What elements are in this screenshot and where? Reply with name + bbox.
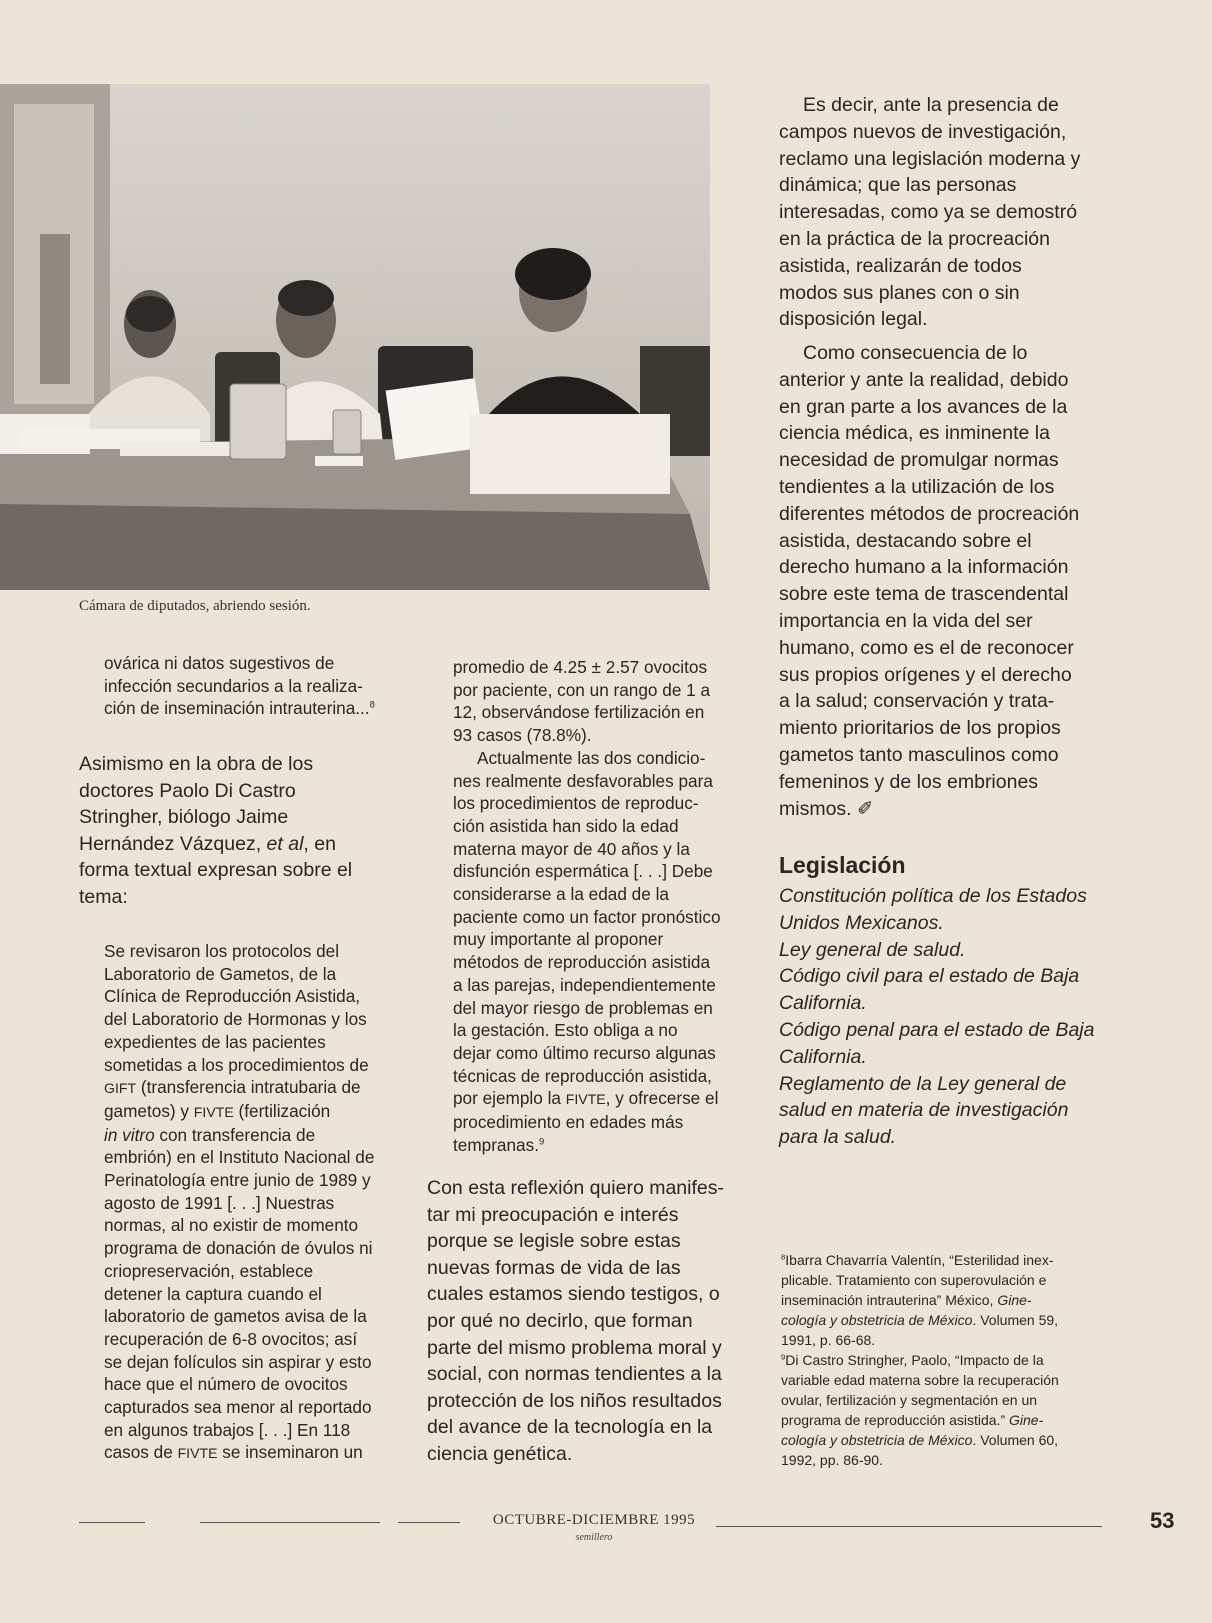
text-line: 1991, p. 66-68.: [781, 1332, 876, 1348]
text-line: tempranas.$^9$: [453, 1134, 545, 1155]
issue-date: OCTUBRE-DICIEMBRE 1995: [492, 1512, 696, 1528]
text-line: Se revisaron los protocolos del: [104, 941, 340, 961]
quote-block-3: [453, 656, 748, 1156]
list-item: salud en materia de investigación: [779, 1099, 1069, 1122]
list-item: Unidos Mexicanos.: [779, 911, 944, 934]
photo-illustration: [0, 84, 710, 590]
text-line: tema:: [79, 885, 128, 908]
session-photo: [0, 84, 710, 590]
text-line: embrión) en el Instituto Nacional de: [104, 1147, 375, 1168]
text-line: miento prioritarios de los propios: [779, 717, 1061, 740]
text-line: casos de FIVTE se inseminaron un: [104, 1442, 363, 1463]
text-line: por paciente, con un rango de 1 a: [453, 679, 711, 700]
text-line: se dejan folículos sin aspirar y esto: [104, 1351, 372, 1372]
text-line: dinámica; que las personas: [779, 174, 1017, 197]
text-line: métodos de reproducción asistida: [453, 952, 711, 973]
footnote-ref-8[interactable]: 8: [369, 699, 375, 711]
text-line: 93 casos (78.8%).: [453, 725, 592, 746]
text-line: modos sus planes con o sin: [779, 281, 1020, 304]
text-line: paciente como un factor pronóstico: [453, 906, 721, 927]
text-line: del avance de la tecnología en la: [427, 1416, 713, 1439]
text-line: Es decir, ante la presencia de: [803, 94, 1059, 116]
footer-rule: [200, 1522, 380, 1523]
quote-block-2: [104, 940, 404, 1465]
text-line: cología y obstetricia de México. Volumen 59,: [781, 1312, 1059, 1328]
text-line: 12, observándose fertilización en: [453, 702, 705, 723]
text-line: cuales estamos siendo testigos, o: [427, 1283, 720, 1306]
text-line: los procedimientos de reproduc-: [453, 793, 699, 814]
text-line: asistida, realizarán de todos: [779, 254, 1022, 277]
text-line: capturados sea menor al reportado: [104, 1397, 372, 1418]
text-line: infección secundarios a la realiza-: [104, 675, 363, 696]
end-mark-icon: ✐: [857, 797, 874, 820]
text-line: nes realmente desfavorables para: [453, 770, 713, 791]
text-line: en gran parte a los avances de la: [779, 395, 1068, 418]
list-item: Código penal para el estado de Baja: [779, 1018, 1095, 1041]
text-line: tar mi preocupación e interés: [427, 1203, 679, 1226]
text-line: campos nuevos de investigación,: [779, 120, 1067, 143]
text-line: forma textual expresan sobre el: [79, 859, 353, 882]
text-line: procedimiento en edades más: [453, 1112, 684, 1133]
text-line: protección de los niños resultados: [427, 1389, 722, 1412]
text-line: GIFT (transferencia intratubaria de: [104, 1077, 361, 1098]
text-line: del Laboratorio de Hormonas y los: [104, 1009, 367, 1030]
footnotes: [781, 1250, 1109, 1470]
text-line: materna mayor de 40 años y la: [453, 838, 690, 859]
text-line: gametos) y FIVTE (fertilización: [104, 1100, 331, 1121]
text-line: diferentes métodos de procreación: [779, 502, 1080, 525]
footnote-8: $^8$Ibarra Chavarría Valentín, “Esterilidad inex-: [781, 1252, 1054, 1268]
magazine-name: semillero: [575, 1532, 613, 1543]
text-line: ción asistida han sido la edad: [453, 815, 679, 836]
text-line: por qué no decirlo, que forman: [427, 1309, 693, 1332]
footnote-9: $^9$Di Castro Stringher, Paolo, “Impacto de la: [781, 1352, 1044, 1368]
legislacion-list: [779, 883, 1114, 1151]
text-line: hace que el número de ovocitos: [104, 1374, 348, 1395]
text-line: ciencia genética.: [427, 1442, 573, 1465]
list-item: Reglamento de la Ley general de: [779, 1072, 1067, 1095]
text-line: la gestación. Esto obliga a no: [453, 1020, 678, 1041]
page-number: 53: [1150, 1508, 1175, 1533]
text-line: Con esta reflexión quiero manifes-: [427, 1177, 724, 1199]
list-item: Constitución política de los Estados: [779, 885, 1087, 907]
text-line: nuevas formas de vida de las: [427, 1256, 681, 1279]
list-item: Ley general de salud.: [779, 938, 966, 961]
text-line: ovárica ni datos sugestivos de: [104, 653, 335, 673]
text-line: normas, al no existir de momento: [104, 1215, 359, 1236]
paragraph-es-decir: [779, 92, 1109, 333]
text-line: reclamo una legislación moderna y: [779, 147, 1081, 170]
text-line: dejar como último recurso algunas: [453, 1042, 716, 1063]
text-line: inseminación intrauterina” México, Gine-: [781, 1292, 1032, 1308]
text-line: muy importante al proponer: [453, 929, 664, 950]
text-line: programa de donación de óvulos ni: [104, 1238, 373, 1259]
text-line: gametos tanto masculinos como: [779, 743, 1059, 766]
paragraph-asimismo: [79, 751, 409, 911]
text-line: anterior y ante la realidad, debido: [779, 368, 1069, 391]
text-line: Stringher, biólogo Jaime: [79, 806, 289, 829]
text-line: Perinatología entre junio de 1989 y: [104, 1170, 371, 1191]
text-line: del mayor riesgo de problemas en: [453, 997, 713, 1018]
text-line: Como consecuencia de lo: [803, 342, 1028, 364]
text-line: programa de reproducción asistida.” Gine-: [781, 1412, 1044, 1428]
text-line: por ejemplo la FIVTE, y ofrecerse el: [453, 1088, 719, 1109]
text-line: expedientes de las pacientes: [104, 1031, 326, 1052]
text-line: a las parejas, independientemente: [453, 974, 716, 995]
text-line: mismos. ✐: [779, 797, 874, 820]
footer-rule: [398, 1522, 460, 1523]
text-line: in vitro con transferencia de: [104, 1124, 316, 1145]
text-line: cología y obstetricia de México. Volumen 60,: [781, 1432, 1059, 1448]
text-line: en la práctica de la procreación: [779, 227, 1050, 250]
text-line: disfunción espermática [. . .] Debe: [453, 861, 713, 882]
text-line: tendientes a la utilización de los: [779, 475, 1055, 498]
text-line: criopreservación, establece: [104, 1260, 314, 1281]
text-line: en algunos trabajos [. . .] En 118: [104, 1419, 351, 1440]
text-line: porque se legisle sobre estas: [427, 1230, 681, 1253]
paragraph-reflexion: [427, 1175, 752, 1468]
list-item: Código civil para el estado de Baja: [779, 965, 1080, 988]
text-line: interesadas, como ya se demostró: [779, 201, 1078, 224]
text-line: social, con normas tendientes a la: [427, 1363, 722, 1386]
text-line: sus propios orígenes y el derecho: [779, 663, 1072, 686]
text-line: disposición legal.: [779, 308, 928, 331]
text-line: derecho humano a la información: [779, 556, 1069, 579]
text-line: Hernández Vázquez, et al, en: [79, 832, 336, 855]
text-line: agosto de 1991 [. . .] Nuestras: [104, 1192, 335, 1213]
text-line: ción de inseminación intrauterina...$^8$: [104, 698, 375, 719]
text-line: femeninos y de los embriones: [779, 770, 1039, 793]
list-item: California.: [779, 1045, 867, 1068]
text-line: a la salud; conservación y trata-: [779, 690, 1055, 713]
text-line: sobre este tema de trascendental: [779, 583, 1069, 606]
text-line: 1992, pp. 86-90.: [781, 1452, 883, 1468]
text-line: laboratorio de gametos avisa de la: [104, 1306, 367, 1327]
text-line: Actualmente las dos condicio-: [477, 747, 706, 768]
text-line: variable edad materna sobre la recuperación: [781, 1372, 1059, 1388]
text-line: detener la captura cuando el: [104, 1283, 322, 1304]
quote-block-1: [104, 652, 404, 720]
text-line: técnicas de reproducción asistida,: [453, 1065, 712, 1086]
footer-rule: [716, 1526, 1102, 1527]
text-line: Laboratorio de Gametos, de la: [104, 963, 337, 984]
text-line: sometidas a los procedimientos de: [104, 1054, 369, 1075]
paragraph-consecuencia: [779, 340, 1109, 822]
text-line: importancia en la vida del ser: [779, 609, 1033, 632]
text-line: doctores Paolo Di Castro: [79, 779, 296, 802]
footnote-ref-9[interactable]: 9: [538, 1136, 545, 1148]
list-item: California.: [779, 992, 867, 1015]
text-line: recuperación de 6-8 ovocitos; así: [104, 1328, 358, 1349]
text-line: Clínica de Reproducción Asistida,: [104, 986, 361, 1007]
text-line: ciencia médica, es inminente la: [779, 422, 1050, 445]
text-line: Asimismo en la obra de los: [79, 753, 314, 775]
text-line: promedio de 4.25 ± 2.57 ovocitos: [453, 657, 708, 677]
legislacion-heading: Legislación: [779, 852, 906, 878]
text-line: parte del mismo problema moral y: [427, 1336, 722, 1359]
text-line: humano, como es el de reconocer: [779, 636, 1074, 659]
text-line: necesidad de promulgar normas: [779, 449, 1059, 472]
text-line: asistida, destacando sobre el: [779, 529, 1032, 552]
footer-rule: [79, 1522, 145, 1523]
text-line: plicable. Tratamiento con superovulación e: [781, 1272, 1047, 1288]
photo-caption: Cámara de diputados, abriendo sesión.: [79, 598, 311, 614]
list-item: para la salud.: [779, 1126, 897, 1149]
text-line: ovular, fertilización y segmentación en un: [781, 1392, 1038, 1408]
text-line: considerarse a la edad de la: [453, 884, 669, 905]
